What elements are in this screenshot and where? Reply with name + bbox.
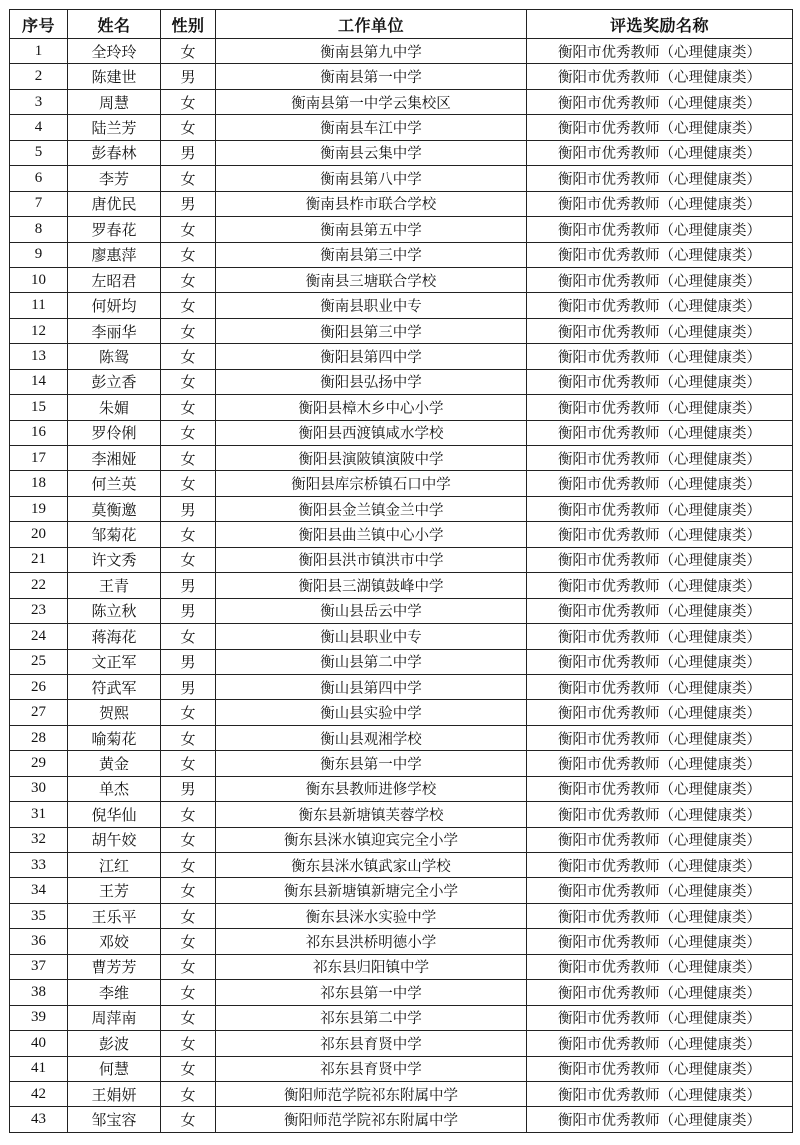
header-name: 姓名 — [68, 10, 161, 39]
name-cell: 全玲玲 — [68, 39, 161, 64]
award-name-cell: 衡阳市优秀教师（心理健康类） — [527, 496, 793, 521]
work-unit-cell: 衡南县职业中专 — [216, 293, 527, 318]
name-cell: 喻菊花 — [68, 725, 161, 750]
row-number-cell: 3 — [10, 89, 68, 114]
gender-cell: 女 — [161, 903, 216, 928]
name-cell: 李丽华 — [68, 318, 161, 343]
table-row — [10, 471, 793, 496]
gender-cell: 女 — [161, 725, 216, 750]
row-number-cell: 11 — [10, 293, 68, 318]
name-cell: 朱媚 — [68, 395, 161, 420]
row-number-cell: 43 — [10, 1107, 68, 1132]
work-unit-cell: 衡东县新塘镇芙蓉学校 — [216, 802, 527, 827]
name-cell: 陆兰芳 — [68, 115, 161, 140]
table-row — [10, 293, 793, 318]
table-row — [10, 496, 793, 521]
name-cell: 曹芳芳 — [68, 954, 161, 979]
gender-cell: 女 — [161, 293, 216, 318]
award-name-cell: 衡阳市优秀教师（心理健康类） — [527, 420, 793, 445]
gender-cell: 女 — [161, 446, 216, 471]
award-name-cell: 衡阳市优秀教师（心理健康类） — [527, 217, 793, 242]
row-number-cell: 27 — [10, 700, 68, 725]
gender-cell: 女 — [161, 853, 216, 878]
work-unit-cell: 衡阳县演陂镇演陂中学 — [216, 446, 527, 471]
table-row — [10, 725, 793, 750]
name-cell: 彭春林 — [68, 140, 161, 165]
name-cell: 王青 — [68, 573, 161, 598]
award-name-cell: 衡阳市优秀教师（心理健康类） — [527, 1081, 793, 1106]
table-row — [10, 420, 793, 445]
row-number-cell: 9 — [10, 242, 68, 267]
work-unit-cell: 祁东县第二中学 — [216, 1005, 527, 1030]
award-name-cell: 衡阳市优秀教师（心理健康类） — [527, 293, 793, 318]
table-row — [10, 954, 793, 979]
name-cell: 王乐平 — [68, 903, 161, 928]
gender-cell: 女 — [161, 751, 216, 776]
gender-cell: 女 — [161, 929, 216, 954]
row-number-cell: 29 — [10, 751, 68, 776]
award-list-sheet — [9, 9, 792, 1133]
name-cell: 倪华仙 — [68, 802, 161, 827]
work-unit-cell: 衡南县三塘联合学校 — [216, 267, 527, 292]
name-cell: 罗伶俐 — [68, 420, 161, 445]
row-number-cell: 12 — [10, 318, 68, 343]
table-row — [10, 522, 793, 547]
work-unit-cell: 衡南县云集中学 — [216, 140, 527, 165]
teacher-award-table — [9, 9, 793, 1133]
header-award: 评选奖励名称 — [527, 10, 793, 39]
name-cell: 邓姣 — [68, 929, 161, 954]
name-cell: 王娟妍 — [68, 1081, 161, 1106]
row-number-cell: 22 — [10, 573, 68, 598]
row-number-cell: 36 — [10, 929, 68, 954]
gender-cell: 女 — [161, 318, 216, 343]
work-unit-cell: 衡南县第八中学 — [216, 166, 527, 191]
row-number-cell: 38 — [10, 980, 68, 1005]
work-unit-cell: 衡阳县曲兰镇中心小学 — [216, 522, 527, 547]
work-unit-cell: 衡南县第九中学 — [216, 39, 527, 64]
gender-cell: 男 — [161, 496, 216, 521]
gender-cell: 女 — [161, 344, 216, 369]
award-name-cell: 衡阳市优秀教师（心理健康类） — [527, 776, 793, 801]
table-row — [10, 649, 793, 674]
work-unit-cell: 衡阳师范学院祁东附属中学 — [216, 1081, 527, 1106]
name-cell: 莫衡邀 — [68, 496, 161, 521]
row-number-cell: 20 — [10, 522, 68, 547]
name-cell: 单杰 — [68, 776, 161, 801]
work-unit-cell: 衡阳县第四中学 — [216, 344, 527, 369]
award-name-cell: 衡阳市优秀教师（心理健康类） — [527, 446, 793, 471]
gender-cell: 男 — [161, 649, 216, 674]
table-row — [10, 878, 793, 903]
table-row — [10, 929, 793, 954]
work-unit-cell: 衡阳县樟木乡中心小学 — [216, 395, 527, 420]
award-name-cell: 衡阳市优秀教师（心理健康类） — [527, 242, 793, 267]
name-cell: 李维 — [68, 980, 161, 1005]
gender-cell: 女 — [161, 242, 216, 267]
name-cell: 胡午姣 — [68, 827, 161, 852]
table-row — [10, 853, 793, 878]
row-number-cell: 37 — [10, 954, 68, 979]
gender-cell: 男 — [161, 573, 216, 598]
row-number-cell: 41 — [10, 1056, 68, 1081]
table-row — [10, 446, 793, 471]
work-unit-cell: 衡阳县弘扬中学 — [216, 369, 527, 394]
row-number-cell: 18 — [10, 471, 68, 496]
gender-cell: 女 — [161, 166, 216, 191]
name-cell: 周慧 — [68, 89, 161, 114]
gender-cell: 女 — [161, 624, 216, 649]
work-unit-cell: 衡东县新塘镇新塘完全小学 — [216, 878, 527, 903]
row-number-cell: 28 — [10, 725, 68, 750]
row-number-cell: 25 — [10, 649, 68, 674]
gender-cell: 女 — [161, 395, 216, 420]
award-name-cell: 衡阳市优秀教师（心理健康类） — [527, 624, 793, 649]
row-number-cell: 32 — [10, 827, 68, 852]
name-cell: 罗春花 — [68, 217, 161, 242]
row-number-cell: 10 — [10, 267, 68, 292]
table-row — [10, 1107, 793, 1132]
name-cell: 蒋海花 — [68, 624, 161, 649]
name-cell: 陈建世 — [68, 64, 161, 89]
row-number-cell: 40 — [10, 1031, 68, 1056]
award-name-cell: 衡阳市优秀教师（心理健康类） — [527, 725, 793, 750]
table-row — [10, 191, 793, 216]
table-row — [10, 242, 793, 267]
work-unit-cell: 衡阳师范学院祁东附属中学 — [216, 1107, 527, 1132]
award-name-cell: 衡阳市优秀教师（心理健康类） — [527, 344, 793, 369]
award-name-cell: 衡阳市优秀教师（心理健康类） — [527, 878, 793, 903]
name-cell: 符武军 — [68, 674, 161, 699]
table-row — [10, 318, 793, 343]
name-cell: 彭波 — [68, 1031, 161, 1056]
gender-cell: 女 — [161, 522, 216, 547]
row-number-cell: 34 — [10, 878, 68, 903]
table-row — [10, 344, 793, 369]
name-cell: 李芳 — [68, 166, 161, 191]
award-name-cell: 衡阳市优秀教师（心理健康类） — [527, 827, 793, 852]
gender-cell: 女 — [161, 89, 216, 114]
row-number-cell: 14 — [10, 369, 68, 394]
table-row — [10, 573, 793, 598]
table-row — [10, 776, 793, 801]
work-unit-cell: 衡山县岳云中学 — [216, 598, 527, 623]
table-row — [10, 140, 793, 165]
row-number-cell: 1 — [10, 39, 68, 64]
gender-cell: 女 — [161, 267, 216, 292]
table-row — [10, 369, 793, 394]
award-name-cell: 衡阳市优秀教师（心理健康类） — [527, 573, 793, 598]
award-name-cell: 衡阳市优秀教师（心理健康类） — [527, 522, 793, 547]
award-name-cell: 衡阳市优秀教师（心理健康类） — [527, 700, 793, 725]
work-unit-cell: 衡阳县金兰镇金兰中学 — [216, 496, 527, 521]
name-cell: 彭立香 — [68, 369, 161, 394]
award-name-cell: 衡阳市优秀教师（心理健康类） — [527, 903, 793, 928]
award-name-cell: 衡阳市优秀教师（心理健康类） — [527, 1031, 793, 1056]
name-cell: 陈鸳 — [68, 344, 161, 369]
work-unit-cell: 衡南县车江中学 — [216, 115, 527, 140]
name-cell: 周萍南 — [68, 1005, 161, 1030]
gender-cell: 女 — [161, 39, 216, 64]
award-name-cell: 衡阳市优秀教师（心理健康类） — [527, 140, 793, 165]
award-name-cell: 衡阳市优秀教师（心理健康类） — [527, 191, 793, 216]
table-row — [10, 1056, 793, 1081]
award-name-cell: 衡阳市优秀教师（心理健康类） — [527, 1056, 793, 1081]
table-row — [10, 751, 793, 776]
work-unit-cell: 衡阳县洪市镇洪市中学 — [216, 547, 527, 572]
table-row — [10, 64, 793, 89]
row-number-cell: 17 — [10, 446, 68, 471]
name-cell: 何妍均 — [68, 293, 161, 318]
table-row — [10, 674, 793, 699]
award-name-cell: 衡阳市优秀教师（心理健康类） — [527, 802, 793, 827]
gender-cell: 女 — [161, 700, 216, 725]
name-cell: 廖惠萍 — [68, 242, 161, 267]
work-unit-cell: 衡东县第一中学 — [216, 751, 527, 776]
name-cell: 何慧 — [68, 1056, 161, 1081]
name-cell: 李湘娅 — [68, 446, 161, 471]
name-cell: 文正军 — [68, 649, 161, 674]
gender-cell: 女 — [161, 802, 216, 827]
name-cell: 许文秀 — [68, 547, 161, 572]
table-row — [10, 89, 793, 114]
table-row — [10, 166, 793, 191]
row-number-cell: 5 — [10, 140, 68, 165]
name-cell: 陈立秋 — [68, 598, 161, 623]
table-row — [10, 1005, 793, 1030]
table-row — [10, 115, 793, 140]
work-unit-cell: 衡东县洣水实验中学 — [216, 903, 527, 928]
gender-cell: 男 — [161, 64, 216, 89]
gender-cell: 男 — [161, 674, 216, 699]
table-row — [10, 39, 793, 64]
name-cell: 黄金 — [68, 751, 161, 776]
gender-cell: 女 — [161, 471, 216, 496]
work-unit-cell: 衡阳县第三中学 — [216, 318, 527, 343]
gender-cell: 女 — [161, 878, 216, 903]
work-unit-cell: 衡南县第一中学云集校区 — [216, 89, 527, 114]
row-number-cell: 42 — [10, 1081, 68, 1106]
award-name-cell: 衡阳市优秀教师（心理健康类） — [527, 1005, 793, 1030]
row-number-cell: 24 — [10, 624, 68, 649]
row-number-cell: 15 — [10, 395, 68, 420]
award-name-cell: 衡阳市优秀教师（心理健康类） — [527, 39, 793, 64]
award-name-cell: 衡阳市优秀教师（心理健康类） — [527, 166, 793, 191]
award-name-cell: 衡阳市优秀教师（心理健康类） — [527, 318, 793, 343]
award-name-cell: 衡阳市优秀教师（心理健康类） — [527, 598, 793, 623]
table-row — [10, 1031, 793, 1056]
table-row — [10, 802, 793, 827]
work-unit-cell: 衡山县职业中专 — [216, 624, 527, 649]
award-name-cell: 衡阳市优秀教师（心理健康类） — [527, 751, 793, 776]
table-row — [10, 217, 793, 242]
row-number-cell: 6 — [10, 166, 68, 191]
name-cell: 王芳 — [68, 878, 161, 903]
award-name-cell: 衡阳市优秀教师（心理健康类） — [527, 369, 793, 394]
table-row — [10, 395, 793, 420]
work-unit-cell: 祁东县归阳镇中学 — [216, 954, 527, 979]
name-cell: 贺熙 — [68, 700, 161, 725]
row-number-cell: 13 — [10, 344, 68, 369]
row-number-cell: 4 — [10, 115, 68, 140]
award-name-cell: 衡阳市优秀教师（心理健康类） — [527, 115, 793, 140]
table-header-row — [10, 10, 793, 39]
work-unit-cell: 衡东县洣水镇武家山学校 — [216, 853, 527, 878]
gender-cell: 女 — [161, 369, 216, 394]
header-no: 序号 — [10, 10, 68, 39]
award-name-cell: 衡阳市优秀教师（心理健康类） — [527, 471, 793, 496]
header-unit: 工作单位 — [216, 10, 527, 39]
gender-cell: 男 — [161, 598, 216, 623]
award-name-cell: 衡阳市优秀教师（心理健康类） — [527, 267, 793, 292]
work-unit-cell: 衡东县教师进修学校 — [216, 776, 527, 801]
award-name-cell: 衡阳市优秀教师（心理健康类） — [527, 674, 793, 699]
gender-cell: 男 — [161, 140, 216, 165]
gender-cell: 女 — [161, 547, 216, 572]
row-number-cell: 23 — [10, 598, 68, 623]
table-row — [10, 700, 793, 725]
table-row — [10, 598, 793, 623]
gender-cell: 女 — [161, 115, 216, 140]
gender-cell: 女 — [161, 1107, 216, 1132]
work-unit-cell: 衡南县第三中学 — [216, 242, 527, 267]
row-number-cell: 19 — [10, 496, 68, 521]
table-row — [10, 980, 793, 1005]
row-number-cell: 2 — [10, 64, 68, 89]
work-unit-cell: 衡山县观湘学校 — [216, 725, 527, 750]
work-unit-cell: 衡南县第一中学 — [216, 64, 527, 89]
gender-cell: 男 — [161, 776, 216, 801]
award-name-cell: 衡阳市优秀教师（心理健康类） — [527, 395, 793, 420]
award-name-cell: 衡阳市优秀教师（心理健康类） — [527, 649, 793, 674]
row-number-cell: 30 — [10, 776, 68, 801]
gender-cell: 男 — [161, 191, 216, 216]
row-number-cell: 16 — [10, 420, 68, 445]
table-row — [10, 547, 793, 572]
table-row — [10, 903, 793, 928]
name-cell: 唐优民 — [68, 191, 161, 216]
table-row — [10, 267, 793, 292]
gender-cell: 女 — [161, 1081, 216, 1106]
gender-cell: 女 — [161, 980, 216, 1005]
award-name-cell: 衡阳市优秀教师（心理健康类） — [527, 853, 793, 878]
work-unit-cell: 祁东县育贤中学 — [216, 1031, 527, 1056]
table-body — [10, 39, 793, 1133]
table-row — [10, 827, 793, 852]
work-unit-cell: 衡南县柞市联合学校 — [216, 191, 527, 216]
award-name-cell: 衡阳市优秀教师（心理健康类） — [527, 1107, 793, 1132]
award-name-cell: 衡阳市优秀教师（心理健康类） — [527, 929, 793, 954]
gender-cell: 女 — [161, 1056, 216, 1081]
table-row — [10, 624, 793, 649]
work-unit-cell: 衡山县第四中学 — [216, 674, 527, 699]
award-name-cell: 衡阳市优秀教师（心理健康类） — [527, 980, 793, 1005]
name-cell: 何兰英 — [68, 471, 161, 496]
work-unit-cell: 衡阳县库宗桥镇石口中学 — [216, 471, 527, 496]
header-gender: 性别 — [161, 10, 216, 39]
name-cell: 邹菊花 — [68, 522, 161, 547]
row-number-cell: 26 — [10, 674, 68, 699]
name-cell: 邹宝容 — [68, 1107, 161, 1132]
table-row — [10, 1081, 793, 1106]
gender-cell: 女 — [161, 827, 216, 852]
row-number-cell: 21 — [10, 547, 68, 572]
work-unit-cell: 衡阳县三湖镇鼓峰中学 — [216, 573, 527, 598]
work-unit-cell: 祁东县洪桥明德小学 — [216, 929, 527, 954]
row-number-cell: 33 — [10, 853, 68, 878]
gender-cell: 女 — [161, 1031, 216, 1056]
work-unit-cell: 衡山县第二中学 — [216, 649, 527, 674]
row-number-cell: 35 — [10, 903, 68, 928]
gender-cell: 女 — [161, 954, 216, 979]
award-name-cell: 衡阳市优秀教师（心理健康类） — [527, 547, 793, 572]
row-number-cell: 8 — [10, 217, 68, 242]
gender-cell: 女 — [161, 420, 216, 445]
row-number-cell: 31 — [10, 802, 68, 827]
row-number-cell: 39 — [10, 1005, 68, 1030]
work-unit-cell: 衡南县第五中学 — [216, 217, 527, 242]
gender-cell: 女 — [161, 1005, 216, 1030]
award-name-cell: 衡阳市优秀教师（心理健康类） — [527, 89, 793, 114]
award-name-cell: 衡阳市优秀教师（心理健康类） — [527, 954, 793, 979]
work-unit-cell: 祁东县育贤中学 — [216, 1056, 527, 1081]
name-cell: 江红 — [68, 853, 161, 878]
award-name-cell: 衡阳市优秀教师（心理健康类） — [527, 64, 793, 89]
row-number-cell: 7 — [10, 191, 68, 216]
gender-cell: 女 — [161, 217, 216, 242]
name-cell: 左昭君 — [68, 267, 161, 292]
work-unit-cell: 衡阳县西渡镇咸水学校 — [216, 420, 527, 445]
work-unit-cell: 衡山县实验中学 — [216, 700, 527, 725]
work-unit-cell: 祁东县第一中学 — [216, 980, 527, 1005]
work-unit-cell: 衡东县洣水镇迎宾完全小学 — [216, 827, 527, 852]
